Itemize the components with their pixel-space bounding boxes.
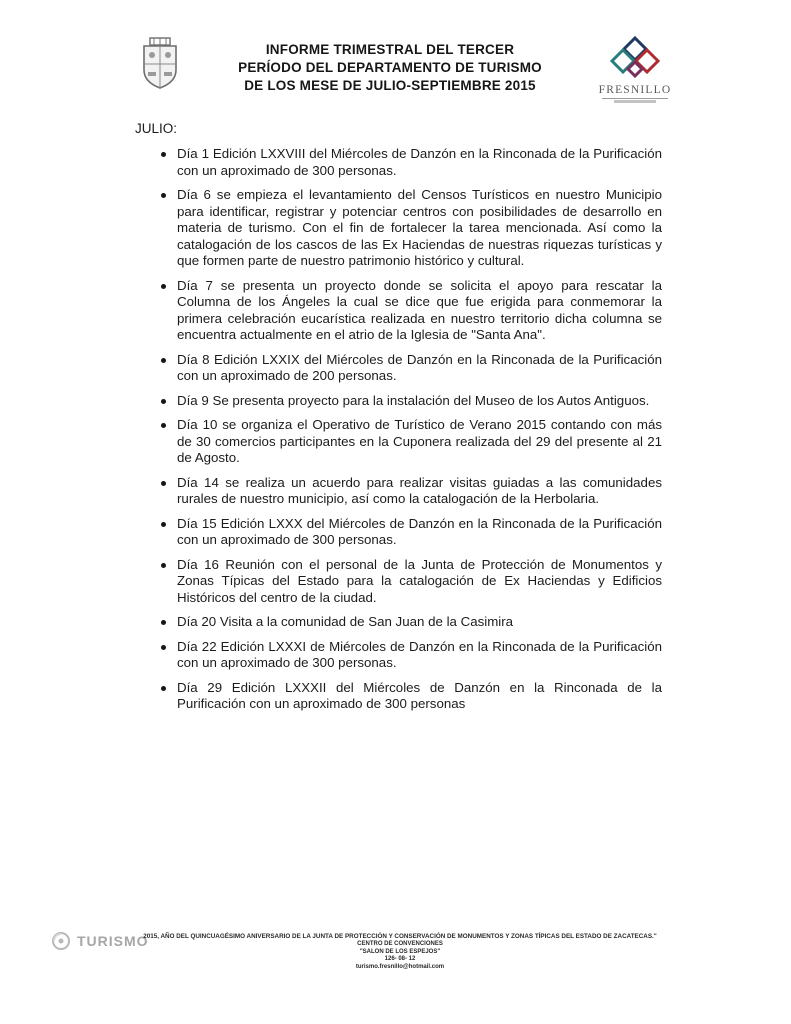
bullet-text: Día 10 se organiza el Operativo de Turístico de Verano 2015 contando con más de 30 comercios participantes en la Cuponera realizada del 29 del presente al 21 de Agosto. [177,417,662,465]
turismo-logo [50,930,149,952]
bullet-text: Día 1 Edición LXXVIII del Miércoles de Danzón en la Rinconada de la Purificación con un aproximado de 300 personas. [177,146,662,178]
bullet-icon [161,152,166,157]
page-title-line2: PERÍODO DEL DEPARTAMENTO DE TURISMO [238,60,542,75]
list-item [135,614,662,631]
fresnillo-logo-rule [602,98,668,99]
list-item [135,417,662,467]
turismo-logo-text: TURISMO [77,933,149,949]
bullet-icon [161,522,166,527]
list-item [135,475,662,508]
fresnillo-logo-icon [596,36,674,78]
bullet-text: Día 9 Se presenta proyecto para la instalación del Museo de los Autos Antiguos. [177,392,650,408]
fresnillo-logo [596,36,674,103]
bullet-text: Día 8 Edición LXXIX del Miércoles de Danzón en la Rinconada de la Purificación con un aproximado de 200 personas. [177,351,662,383]
fresnillo-logo-text: FRESNILLO [598,84,672,96]
bullet-text: Día 6 se empieza el levantamiento del Censos Turísticos en nuestro Municipio para identificar, registrar y potenciar centros con posibilidades de desarrollo en materia de turismo. Con el fin de fortalecer la tarea mencionada. Así como la catalogación de los cascos de las Ex Haciendas de nuestras riquezas turísticas y que formen parte de nuestro patrimonio histórico y cultural. [177,187,662,268]
footer-line-venue: CENTRO DE CONVENCIONES [357,941,443,947]
month-heading: JULIO: [135,121,178,136]
list-item [135,187,662,270]
page-title-line1: INFORME TRIMESTRAL DEL TERCER [265,42,515,57]
bullet-list [135,146,662,721]
bullet-text: Día 22 Edición LXXXI de Miércoles de Danzón en la Rinconada de la Purificación con un aproximado de 300 personas. [177,638,662,670]
bullet-text: Día 14 se realiza un acuerdo para realizar visitas guiadas a las comunidades rurales de nuestro municipio, así como la catalogación de la Herbolaria. [177,474,662,506]
bullet-text: Día 15 Edición LXXX del Miércoles de Danzón en la Rinconada de la Purificación con un aproximado de 300 personas. [177,515,662,547]
fresnillo-logo-subtext [614,100,656,103]
bullet-icon [161,423,166,428]
list-item [135,393,662,410]
bullet-icon [161,686,166,691]
bullet-icon [161,563,166,568]
list-item [135,557,662,607]
list-item [135,639,662,672]
list-item [135,516,662,549]
list-item [135,352,662,385]
bullet-text: Día 7 se presenta un proyecto donde se solicita el apoyo para rescatar la Columna de los Ángeles la cual se dice que fue erigida para conmemorar la primera celebración eucarística realizada en nuestro territorio dicha columna se encuentra actualmente en el atrio de la Iglesia de "Santa Ana". [177,277,662,342]
bullet-text: Día 20 Visita a la comunidad de San Juan de la Casimira [177,614,514,629]
bullet-icon [161,620,166,625]
bullet-text: Día 16 Reunión con el personal de la Junta de Protección de Monumentos y Zonas Típicas del Estado para la catalogación de Ex Haciendas y Edificios Históricos del centro de la ciudad. [177,556,662,605]
bullet-icon [161,645,166,650]
list-item [135,278,662,344]
list-item [135,680,662,713]
turismo-logo-icon [50,930,72,952]
bullet-icon [161,284,166,289]
footer-line-phone: 126- 08- 12 [384,956,416,962]
bullet-text: Día 29 Edición LXXXII del Miércoles de Danzón en la Rinconada de la Purificación con un aproximado de 300 personas [177,679,662,711]
page-title-line3: DE LOS MESE DE JULIO-SEPTIEMBRE 2015 [244,78,536,93]
bullet-icon [161,481,166,486]
footer-line-anniversary: 2015, AÑO DEL QUINCUAGÉSIMO ANIVERSARIO DE LA JUNTA DE PROTECCIÓN Y CONSERVACIÓN DE MONUMENTOS Y ZONAS TÍPICAS DEL ESTADO DE ZACATECAS." [143,933,657,940]
bullet-icon [161,399,166,404]
footer-line-hall: "SALON DE LOS ESPEJOS" [359,948,441,955]
footer-line-email: turismo.fresnillo@hotmail.com [355,963,445,970]
footer-text-block [135,933,665,971]
list-item [135,146,662,179]
bullet-icon [161,358,166,363]
coat-of-arms-icon [136,36,184,90]
page-title [190,41,590,95]
bullet-icon [161,193,166,198]
